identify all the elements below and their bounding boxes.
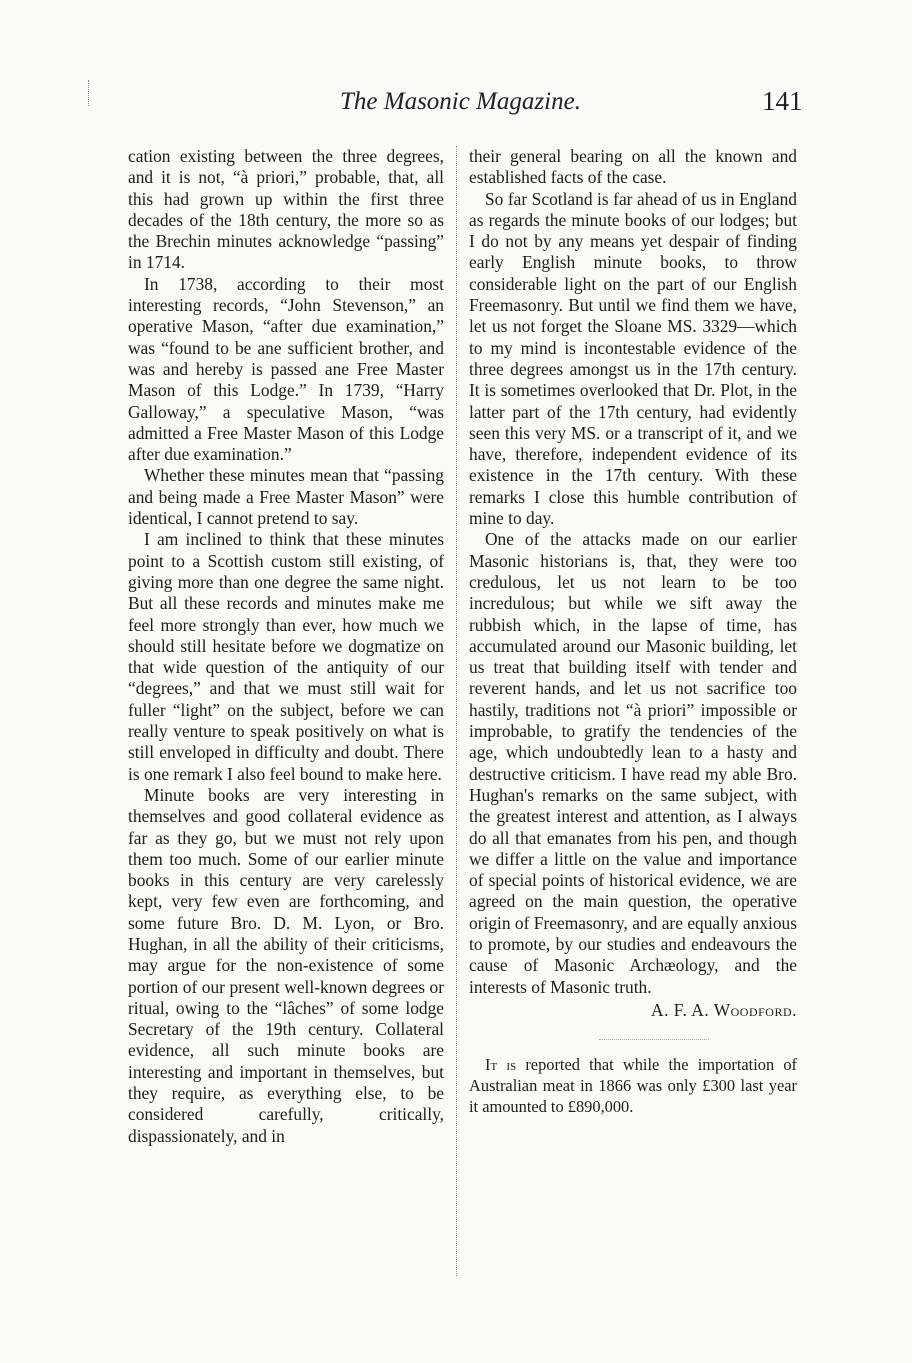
paragraph: In 1738, according to their most interesting records, “John Stevenson,” an operative Mason, “after due examination,” was “found to be ane sufficient brother, and was and hereby is passed ane Free Master Mason of this Lodge.” In 1739, “Harry Galloway,” a speculative Mason, “was admitted a Free Master Mason of this Lodge after due examination.” (128, 273, 444, 465)
news-note-text: reported that while the importation of Australian meat in 1866 was only £300 last year it amounted to £890,000. (469, 1055, 798, 1117)
section-divider (599, 1039, 709, 1040)
margin-mark (88, 80, 92, 106)
column-divider (456, 146, 457, 1276)
news-note-lead: It is (485, 1055, 517, 1075)
paragraph: Minute books are very interesting in themselves and good collateral evidence as far as they go, but we must not rely upon them too much. Some of our earlier minute books in this century are very carelessly kept, very few even are forthcoming, and some future Bro. D. M. Lyon, or Bro. Hughan, in all the ability of their criticisms, may argue for the non-existence of some portion of our present well-known degrees or ritual, owing to the “lâches” of some lodge Secretary of the 19th century. Collateral evidence, all such minute books are interesting and important in themselves, but they require, as everything else, to be considered carefully, critically, dispassionately, and in (128, 784, 444, 1146)
paragraph: cation existing between the three degrees, and it is not, “à priori,” probable, that, all this had grown up within the first three decades of the 18th century, the more so as the Brechin minutes acknowledge “passing” in 1714. (128, 146, 444, 273)
running-head-title: The Masonic Magazine. (340, 88, 581, 115)
paragraph: So far Scotland is far ahead of us in England as regards the minute books of our lodges; but I do not by any means yet despair of finding early English minute books, to throw considerable light on the part of our English Freemasonry. But until we find them we have, let us not forget the Sloane MS. 3329—which to my mind is incontestable evidence of the three degrees amongst us in the 17th century. It is sometimes overlooked that Dr. Plot, in the latter part of the 17th century, had evidently seen this very MS. or a transcript of it, and we have, therefore, independent evidence of its existence in the 17th century. With these remarks I close this humble contribution of mine to day. (469, 188, 797, 529)
paragraph: their general bearing on all the known and established facts of the case. (469, 146, 797, 188)
left-column (128, 146, 444, 1147)
author-signature: A. F. A. Woodford. (651, 999, 797, 1020)
paragraph: Whether these minutes mean that “passing and being made a Free Master Mason” were identical, I cannot pretend to say. (128, 465, 444, 529)
page-number: 141 (762, 86, 803, 116)
news-note (469, 1054, 797, 1117)
paragraph: One of the attacks made on our earlier Masonic historians is, that, they were too credulous, let us not learn to be too incredulous; but while we sift away the rubbish which, in the lapse of time, has accumulated around our Masonic building, let us treat that building itself with tender and reverent hands, and let us not sacrifice too hastily, traditions not “à priori” impossible or improbable, to gratify the tendencies of the age, which undoubtedly lean to a hasty and destructive criticism. I have read my able Bro. Hughan's remarks on the same subject, with the greatest interest and attention, as I always do all that emanates from his pen, and though we differ a little on the value and importance of special points of historical evidence, we are agreed on the main question, the operative origin of Freemasonry, and are equally anxious to promote, by our studies and endeavours the cause of Masonic Archæology, and the interests of Masonic truth. (469, 529, 797, 997)
right-column (469, 146, 797, 1117)
paragraph: I am inclined to think that these minutes point to a Scottish custom still existing, of giving more than one degree the same night. But all these records and minutes make me feel more strongly than ever, how much we should still hesitate before we dogmatize on that wide question of the antiquity of our “degrees,” and that we must still wait for fuller “light” on the subject, before we can really venture to speak positively on what is still enveloped in difficulty and doubt. There is one remark I also feel bound to make here. (128, 529, 444, 784)
